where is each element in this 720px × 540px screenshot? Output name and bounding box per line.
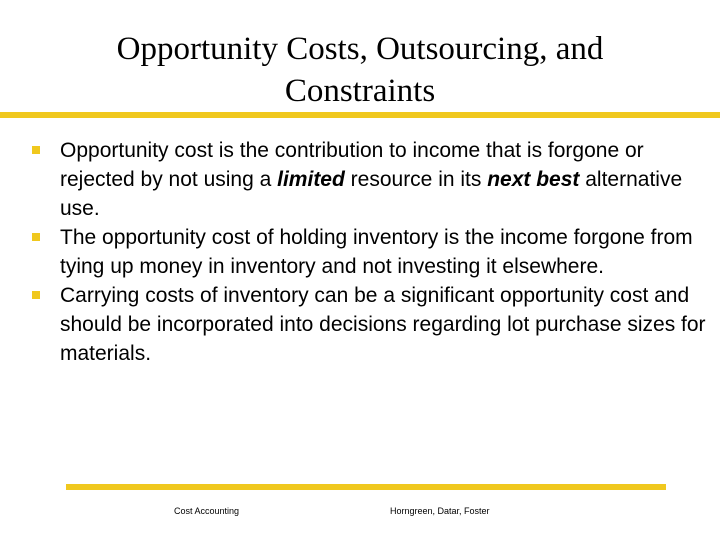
slide-title-line-2: Constraints (284, 73, 436, 109)
footer-divider (66, 484, 666, 490)
bullet-item-3 (30, 281, 710, 368)
square-bullet-icon (32, 291, 40, 299)
bullet-item-1 (30, 136, 710, 223)
bullet-list (30, 136, 710, 368)
square-bullet-icon (32, 146, 40, 154)
bullet-2-text: The opportunity cost of holding inventory is the income forgone from tying up money in inventory and not investing it elsewhere. (60, 226, 693, 278)
bullet-1-text-b: resource in its (344, 168, 488, 191)
bullet-3-text: Carrying costs of inventory can be a significant opportunity cost and should be incorporated into decisions regarding lot purchase sizes for materials. (60, 284, 706, 365)
footer-authors: Horngreen, Datar, Foster (390, 506, 490, 516)
footer-course-title: Cost Accounting (174, 506, 240, 516)
bullet-item-2 (30, 223, 710, 281)
bullet-1-text-c: alternative use. (60, 168, 683, 220)
slide-title (0, 28, 720, 112)
bullet-1-emphasis-limited: limited (277, 168, 345, 191)
slide-title-line-1: Opportunity Costs, Outsourcing, and (116, 31, 604, 67)
bullet-1-text-a: Opportunity cost is the contribution to income that is forgone or rejected by not using a (60, 139, 644, 191)
square-bullet-icon (32, 233, 40, 241)
bullet-1-emphasis-next-best: next best (487, 168, 580, 191)
title-divider (0, 112, 720, 118)
